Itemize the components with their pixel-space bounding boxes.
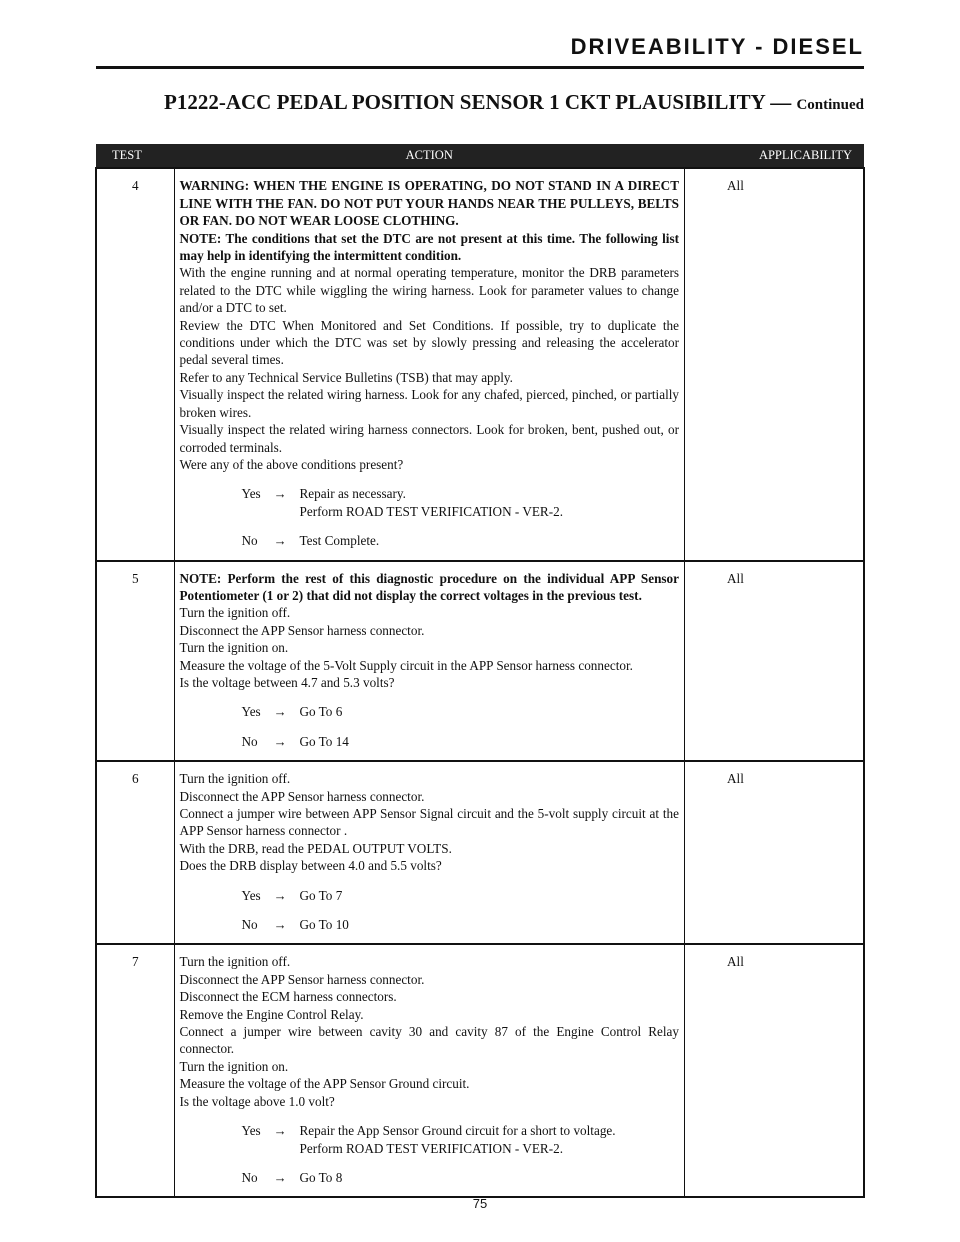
answer-key: Yes xyxy=(241,704,261,720)
answer-key: No xyxy=(241,533,258,549)
section-header: DRIVEABILITY - DIESEL xyxy=(570,34,864,59)
action-step: Disconnect the APP Sensor harness connector. xyxy=(179,971,425,987)
action-step: Connect a jumper wire between cavity 30 and cavity 87 of the Engine Control Relay connector. xyxy=(179,1024,679,1057)
applicability-cell: All xyxy=(685,944,865,1197)
answer-text: Repair as necessary. xyxy=(299,486,406,502)
test-number: 7 xyxy=(96,944,174,1197)
action-note: NOTE: The conditions that set the DTC are not present at this time. The following list may help in identifying the intermittent condition. xyxy=(179,230,679,264)
arrow-right-icon: → xyxy=(273,704,287,720)
arrow-right-icon: → xyxy=(273,1169,287,1185)
answer-text: Test Complete. xyxy=(299,533,380,549)
answer-row xyxy=(242,1169,680,1186)
table-row xyxy=(96,761,864,944)
action-step: Is the voltage between 4.7 and 5.3 volts? xyxy=(179,674,395,690)
answer-row xyxy=(242,887,680,904)
action-step: Turn the ignition off. xyxy=(179,954,291,970)
header-rule xyxy=(96,66,864,69)
answer-text: Go To 7 xyxy=(299,887,343,903)
answer-result xyxy=(300,532,680,549)
table-row xyxy=(96,944,864,1197)
action-step: Measure the voltage of the 5-Volt Supply circuit in the APP Sensor harness connector. xyxy=(179,657,633,673)
page-title xyxy=(96,90,864,115)
action-step: Connect a jumper wire between APP Sensor Signal circuit and the 5-volt supply circuit at the APP Sensor harness connector . xyxy=(179,806,679,839)
action-note: WARNING: WHEN THE ENGINE IS OPERATING, DO NOT STAND IN A DIRECT LINE WITH THE FAN. DO NOT PUT YOUR HANDS NEAR THE PULLEYS, BELTS OR FAN. DO NOT WEAR LOOSE CLOTHING. xyxy=(179,178,679,229)
answer-block xyxy=(180,1122,680,1186)
answer-row xyxy=(242,532,680,549)
column-header-applicability: APPLICABILITY xyxy=(685,144,865,168)
action-step: Remove the Engine Control Relay. xyxy=(179,1006,364,1022)
action-step: Does the DRB display between 4.0 and 5.5 volts? xyxy=(179,858,442,874)
action-step: Review the DTC When Monitored and Set Conditions. If possible, try to duplicate the conditions under which the DTC was set by slowly pressing and releasing the accelerator pedal several times. xyxy=(179,317,679,368)
applicability-cell: All xyxy=(685,168,865,560)
action-step: Turn the ignition off. xyxy=(179,605,291,621)
arrow-right-icon: → xyxy=(273,887,287,903)
answer-result xyxy=(300,485,680,520)
answer-text: Repair the App Sensor Ground circuit for a short to voltage. xyxy=(299,1123,616,1139)
answer-text: Go To 14 xyxy=(299,733,349,749)
action-step: Refer to any Technical Service Bulletins (TSB) that may apply. xyxy=(179,369,513,385)
action-step: Is the voltage above 1.0 volt? xyxy=(179,1093,335,1109)
applicability-cell: All xyxy=(685,561,865,762)
answer-text: Go To 10 xyxy=(299,917,349,933)
table-row xyxy=(96,561,864,762)
action-step: Were any of the above conditions present? xyxy=(179,456,404,472)
diagnostic-table xyxy=(95,144,865,1198)
test-number: 6 xyxy=(96,761,174,944)
test-number: 4 xyxy=(96,168,174,560)
answer-text: Go To 6 xyxy=(299,704,343,720)
action-cell xyxy=(174,761,685,944)
answer-key: Yes xyxy=(241,1123,261,1139)
answer-row xyxy=(242,1122,680,1157)
answer-block xyxy=(180,703,680,750)
answer-result xyxy=(300,916,680,933)
answer-key: Yes xyxy=(241,486,261,502)
action-cell xyxy=(174,944,685,1197)
arrow-right-icon: → xyxy=(273,733,287,749)
answer-row xyxy=(242,703,680,720)
title-continued: Continued xyxy=(796,97,864,113)
action-step: Disconnect the ECM harness connectors. xyxy=(179,989,397,1005)
action-step: Disconnect the APP Sensor harness connector. xyxy=(179,622,425,638)
action-step: Visually inspect the related wiring harness connectors. Look for broken, bent, pushed out, or corroded terminals. xyxy=(179,422,679,455)
table-body xyxy=(96,168,864,1197)
answer-result xyxy=(300,733,680,750)
arrow-right-icon: → xyxy=(273,486,287,502)
answer-result xyxy=(300,703,680,720)
table-row xyxy=(96,168,864,560)
answer-result xyxy=(300,1169,680,1186)
arrow-right-icon: → xyxy=(273,533,287,549)
answer-block xyxy=(180,485,680,549)
answer-row xyxy=(242,733,680,750)
answer-key: Yes xyxy=(241,887,261,903)
arrow-right-icon: → xyxy=(273,1123,287,1139)
title-main: P1222-ACC PEDAL POSITION SENSOR 1 CKT PLAUSIBILITY — xyxy=(164,90,792,114)
applicability-cell: All xyxy=(685,761,865,944)
test-number: 5 xyxy=(96,561,174,762)
answer-text: Perform ROAD TEST VERIFICATION - VER-2. xyxy=(299,1140,564,1156)
answer-text: Go To 8 xyxy=(299,1169,343,1185)
answer-key: No xyxy=(241,733,258,749)
action-step: Disconnect the APP Sensor harness connector. xyxy=(179,788,425,804)
column-header-test: TEST xyxy=(96,144,174,168)
action-step: With the engine running and at normal operating temperature, monitor the DRB parameters related to the DTC while wiggling the wiring harness. Look for parameter values to change and/or a DTC to set. xyxy=(179,265,679,316)
answer-row xyxy=(242,485,680,520)
answer-row xyxy=(242,916,680,933)
arrow-right-icon: → xyxy=(273,917,287,933)
answer-text: Perform ROAD TEST VERIFICATION - VER-2. xyxy=(299,503,564,519)
action-step: With the DRB, read the PEDAL OUTPUT VOLTS. xyxy=(179,840,452,856)
answer-key: No xyxy=(241,1169,258,1185)
table-header-row xyxy=(96,144,864,168)
action-cell xyxy=(174,561,685,762)
action-cell xyxy=(174,168,685,560)
answer-block xyxy=(180,887,680,934)
page-number: 75 xyxy=(472,1196,488,1211)
action-step: Turn the ignition on. xyxy=(179,640,289,656)
action-step: Measure the voltage of the APP Sensor Ground circuit. xyxy=(179,1076,470,1092)
action-note: NOTE: Perform the rest of this diagnostic procedure on the individual APP Sensor Potentiometer (1 or 2) that did not display the correct voltages in the previous test. xyxy=(179,570,679,603)
action-step: Visually inspect the related wiring harness. Look for any chafed, pierced, pinched, or partially broken wires. xyxy=(179,387,679,420)
answer-result xyxy=(300,887,680,904)
answer-result xyxy=(300,1122,680,1157)
action-step: Turn the ignition off. xyxy=(179,771,291,787)
answer-key: No xyxy=(241,917,258,933)
column-header-action: ACTION xyxy=(174,144,685,168)
action-step: Turn the ignition on. xyxy=(179,1058,289,1074)
